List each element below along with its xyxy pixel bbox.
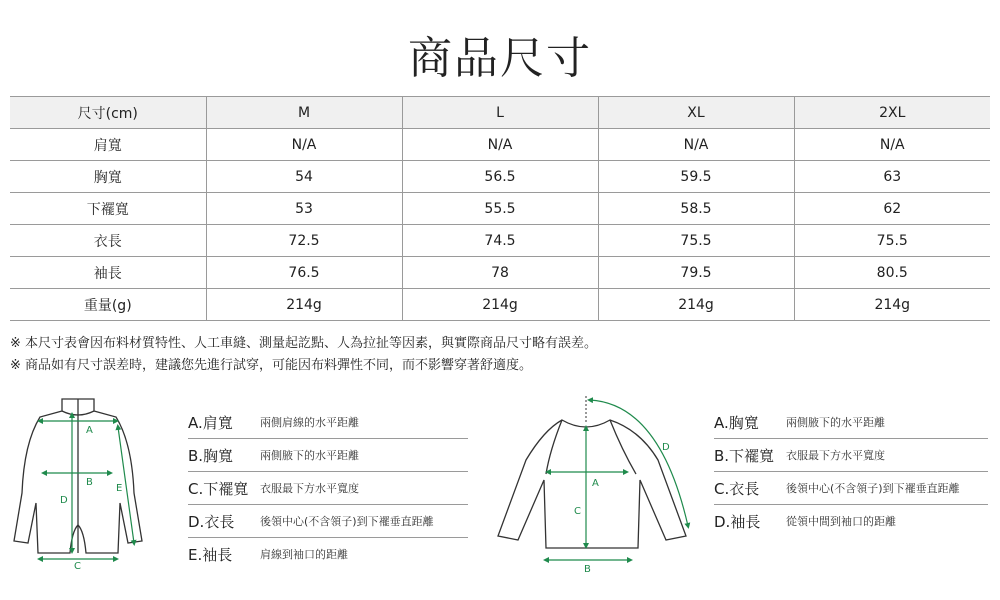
- legend-item: [188, 505, 468, 538]
- legend-desc: 肩線到袖口的距離: [260, 548, 348, 561]
- jacket-outline: [14, 399, 142, 553]
- table-cell: 56.5: [402, 161, 598, 193]
- raglan-diagram: [490, 390, 700, 580]
- label-c: C: [74, 561, 81, 572]
- table-row: [10, 129, 990, 161]
- legend-desc: 後領中心(不含領子)到下襬垂直距離: [786, 482, 960, 495]
- legend-item: [188, 406, 468, 439]
- legend-item: [188, 439, 468, 472]
- table-cell: 76.5: [206, 257, 402, 289]
- legend-desc: 衣服最下方水平寬度: [260, 482, 359, 495]
- raglan-legend: [714, 406, 988, 537]
- table-cell: N/A: [598, 129, 794, 161]
- table-cell: 53: [206, 193, 402, 225]
- row-label: 重量(g): [10, 289, 206, 321]
- table-row: [10, 289, 990, 321]
- header-xl: XL: [598, 97, 794, 129]
- table-cell: 214g: [794, 289, 990, 321]
- table-cell: 214g: [598, 289, 794, 321]
- table-cell: 214g: [402, 289, 598, 321]
- legend-desc: 衣服最下方水平寬度: [786, 449, 885, 462]
- legend-desc: 兩側腋下的水平距離: [786, 416, 885, 429]
- row-label: 胸寬: [10, 161, 206, 193]
- table-cell: 62: [794, 193, 990, 225]
- legend-label: D.衣長: [188, 512, 235, 531]
- label-d: D: [60, 495, 68, 506]
- table-cell: 59.5: [598, 161, 794, 193]
- legend-desc: 兩側肩線的水平距離: [260, 416, 359, 429]
- header-l: L: [402, 97, 598, 129]
- table-header-row: [10, 97, 990, 129]
- row-label: 衣長: [10, 225, 206, 257]
- legend-item: [188, 472, 468, 505]
- table-row: [10, 193, 990, 225]
- label-c: C: [574, 506, 581, 517]
- header-m: M: [206, 97, 402, 129]
- legend-label: B.胸寬: [188, 446, 234, 465]
- legend-desc: 從領中間到袖口的距離: [786, 515, 896, 528]
- table-cell: 55.5: [402, 193, 598, 225]
- table-cell: 80.5: [794, 257, 990, 289]
- jacket-legend: [188, 406, 468, 570]
- legend-item: [714, 439, 988, 472]
- note-1: ※ 本尺寸表會因布料材質特性、人工車縫、測量起訖點、人為拉扯等因素，與實際商品尺寸略有誤差。: [10, 336, 598, 351]
- label-d: D: [662, 442, 670, 453]
- notes: [10, 333, 597, 377]
- table-cell: 75.5: [794, 225, 990, 257]
- note-2: ※ 商品如有尺寸誤差時，建議您先進行試穿，可能因布料彈性不同，而不影響穿著舒適度。: [10, 358, 533, 373]
- jacket-diagram: [10, 393, 150, 575]
- legend-item: [714, 406, 988, 439]
- table-row: [10, 257, 990, 289]
- legend-desc: 兩側腋下的水平距離: [260, 449, 359, 462]
- table-cell: 63: [794, 161, 990, 193]
- table-cell: 74.5: [402, 225, 598, 257]
- table-cell: 214g: [206, 289, 402, 321]
- legend-label: B.下襬寬: [714, 446, 775, 465]
- label-b: B: [584, 564, 591, 575]
- label-e: E: [116, 483, 123, 494]
- size-table: [10, 96, 990, 321]
- table-cell: N/A: [402, 129, 598, 161]
- table-cell: N/A: [794, 129, 990, 161]
- header-2xl: 2XL: [794, 97, 990, 129]
- legend-label: A.胸寬: [714, 413, 759, 432]
- legend-item: [188, 538, 468, 570]
- header-size: 尺寸(cm): [10, 97, 206, 129]
- table-cell: 54: [206, 161, 402, 193]
- row-label: 袖長: [10, 257, 206, 289]
- table-row: [10, 161, 990, 193]
- row-label: 下襬寬: [10, 193, 206, 225]
- legend-item: [714, 472, 988, 505]
- raglan-measure-lines: [546, 400, 688, 560]
- label-b: B: [86, 477, 93, 488]
- table-cell: 58.5: [598, 193, 794, 225]
- table-cell: N/A: [206, 129, 402, 161]
- legend-item: [714, 505, 988, 537]
- legend-label: C.衣長: [714, 479, 760, 498]
- table-cell: 72.5: [206, 225, 402, 257]
- table-cell: 79.5: [598, 257, 794, 289]
- legend-label: E.袖長: [188, 545, 233, 564]
- page-title: 商品尺寸: [408, 33, 592, 84]
- row-label: 肩寬: [10, 129, 206, 161]
- label-a: A: [86, 425, 93, 436]
- label-a: A: [592, 478, 599, 489]
- table-row: [10, 225, 990, 257]
- legend-label: D.袖長: [714, 512, 761, 531]
- legend-desc: 後領中心(不含領子)到下襬垂直距離: [260, 515, 434, 528]
- legend-label: A.肩寬: [188, 413, 233, 432]
- table-cell: 75.5: [598, 225, 794, 257]
- table-cell: 78: [402, 257, 598, 289]
- legend-label: C.下襬寬: [188, 479, 249, 498]
